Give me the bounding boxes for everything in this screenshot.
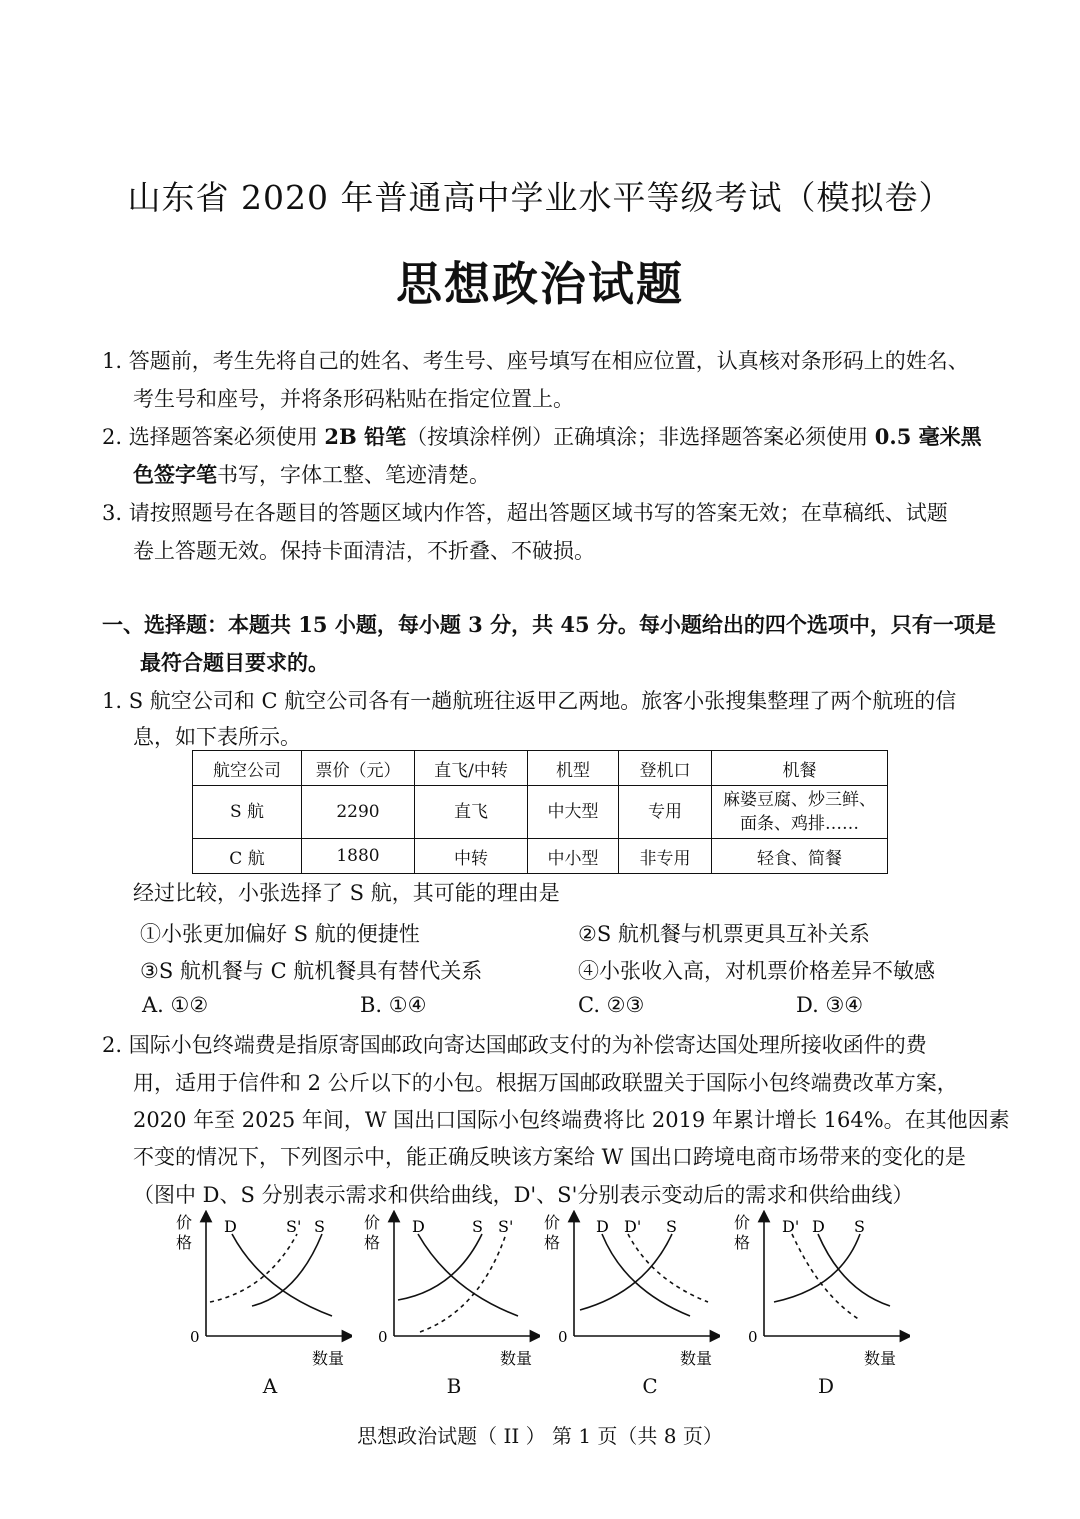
origin-label: 0 [378,1328,388,1346]
q2-stem-line-2: 用，适用于信件和 2 公斤以下的小包。根据万国邮政联盟关于国际小包终端费改革方案， [133,1071,958,1095]
supply-curve [252,1234,322,1306]
shifted-supply-curve [420,1234,506,1332]
graph-c [540,1210,720,1400]
note-1-line-2: 考生号和座号，并将条形码粘贴在指定位置上。 [133,387,574,411]
graph-caption-d: D [817,1374,835,1398]
q2-stem-line-4: 不变的情况下，下列图示中，能正确反映该方案给 W 国出口跨境电商市场带来的变化的是 [133,1145,966,1169]
note-3-line-2: 卷上答题无效。保持卡面清洁，不折叠、不破损。 [133,539,595,563]
origin-label: 0 [558,1328,568,1346]
meal-line-1: 麻婆豆腐、炒三鲜、 [723,790,876,810]
shifted-demand-curve [792,1234,860,1320]
page-footer: 思想政治试题（ II ） 第 1 页（共 8 页） [357,1424,723,1448]
table-row [193,839,888,874]
section-heading-line-1: 一、选择题：本题共 15 小题，每小题 3 分，共 45 分。每小题给出的四个选项中，只有一项是 [102,612,996,637]
q1-stem-2: 经过比较，小张选择了 S 航，其可能的理由是 [133,881,560,905]
meal-line-2: 面条、鸡排…… [740,814,859,834]
table-cell: C 航 [193,839,302,874]
curve-label-s: S [666,1217,677,1236]
table-cell-meal [712,786,888,839]
curve-label-s: S [854,1217,865,1236]
demand-curve [602,1234,690,1316]
q1-option-b: B. ①④ [360,993,427,1017]
x-axis-label: 数量 [864,1349,897,1368]
exam-title: 山东省 2020 年普通高中学业水平等级考试（模拟卷） [127,178,953,217]
table-cell: 中大型 [528,786,619,839]
table-header-cell: 航空公司 [193,751,302,786]
table-cell: 专用 [619,786,712,839]
q1-stem-line-1: 1. S 航空公司和 C 航空公司各有一趟航班往返甲乙两地。旅客小张搜集整理了两个航班的信 [102,689,957,713]
curve-label-d-prime: D' [624,1217,642,1236]
q1-option-c: C. ②③ [578,993,645,1017]
table-header-row [193,751,888,786]
origin-label: 0 [190,1328,200,1346]
table-header-cell: 机型 [528,751,619,786]
curve-label-d-prime: D' [782,1217,800,1236]
curve-label-d: D [224,1217,237,1236]
y-axis-label-1: 价 [176,1213,193,1232]
origin-label: 0 [748,1328,758,1346]
demand-curve [418,1234,518,1316]
note-2-line-1 [102,418,982,456]
q1-statement-2: ②S 航机餐与机票更具互补关系 [578,922,870,946]
x-axis-label: 数量 [500,1349,533,1368]
curve-label-d: D [596,1217,609,1236]
curve-label-s-prime: S' [286,1217,302,1236]
shifted-demand-curve [628,1234,708,1302]
table-row [193,786,888,839]
table-cell: 直飞 [415,786,528,839]
table-cell: 轻食、简餐 [712,839,888,874]
q1-statement-4: ④小张收入高，对机票价格差异不敏感 [578,959,935,983]
note-2-part-c: （按填涂样例）正确填涂；非选择题答案必须使用 [406,425,875,449]
graph-caption-b: B [446,1374,462,1398]
y-axis-label-2: 格 [544,1233,561,1252]
q1-statement-1: ①小张更加偏好 S 航的便捷性 [140,922,420,946]
y-axis-label-2: 格 [364,1233,381,1252]
curve-label-s-prime: S' [498,1217,514,1236]
y-axis-label-1: 价 [734,1213,751,1232]
q2-stem-line-3: 2020 年至 2025 年间，W 国出口国际小包终端费将比 2019 年累计增长 164%。在其他因素 [133,1108,1010,1132]
graph-caption-a: A [262,1374,278,1398]
y-axis-label-2: 格 [734,1233,751,1252]
note-2-pencil: 2B 铅笔 [324,424,407,449]
demand-curve [818,1234,890,1306]
table-cell: 中小型 [528,839,619,874]
curve-label-d: D [412,1217,425,1236]
graph-caption-c: C [642,1374,658,1398]
graph-b [360,1210,540,1400]
table-cell: 非专用 [619,839,712,874]
x-axis-label: 数量 [312,1349,345,1368]
table-header-cell: 票价（元） [302,751,415,786]
y-axis-label-1: 价 [364,1213,381,1232]
graph-a [172,1210,352,1400]
curve-label-d: D [812,1217,825,1236]
table-cell: 1880 [302,839,415,874]
flight-table [192,750,888,874]
y-axis-label-2: 格 [176,1233,193,1252]
note-2-line-2 [133,456,490,494]
note-2-pen-size: 0.5 毫米黑 [874,424,982,449]
note-2-part-f: 书写，字体工整、笔迹清楚。 [217,463,490,487]
note-1-line-1: 1. 答题前，考生先将自己的姓名、考生号、座号填写在相应位置，认真核对条形码上的姓名、 [102,349,969,373]
y-axis-label-1: 价 [544,1213,561,1232]
table-header-cell: 登机口 [619,751,712,786]
graph-d [730,1210,910,1400]
q1-option-d: D. ③④ [796,993,864,1017]
q1-option-a: A. ①② [142,993,209,1017]
q1-statement-3: ③S 航机餐与 C 航机餐具有替代关系 [140,959,483,983]
supply-curve [774,1234,860,1302]
note-2-part-a: 2. 选择题答案必须使用 [102,425,325,449]
curve-label-s: S [314,1217,325,1236]
exam-subtitle: 思想政治试题 [396,257,684,311]
x-axis-label: 数量 [680,1349,713,1368]
table-cell: S 航 [193,786,302,839]
table-header-cell: 直飞/中转 [415,751,528,786]
curve-label-s: S [472,1217,483,1236]
note-2-pen: 色签字笔 [133,462,217,487]
q2-stem-line-1: 2. 国际小包终端费是指原寄国邮政向寄达国邮政支付的为补偿寄达国处理所接收函件的费 [102,1033,927,1057]
section-heading-line-2: 最符合题目要求的。 [140,650,329,675]
table-header-cell: 机餐 [712,751,888,786]
q1-stem-line-2: 息，如下表所示。 [133,725,301,749]
table-cell: 2290 [302,786,415,839]
note-3-line-1: 3. 请按照题号在各题目的答题区域内作答，超出答题区域书写的答案无效；在草稿纸、试题 [102,501,948,525]
q2-stem-line-5: （图中 D、S 分别表示需求和供给曲线，D'、S'分别表示变动后的需求和供给曲线） [133,1183,914,1207]
table-cell: 中转 [415,839,528,874]
